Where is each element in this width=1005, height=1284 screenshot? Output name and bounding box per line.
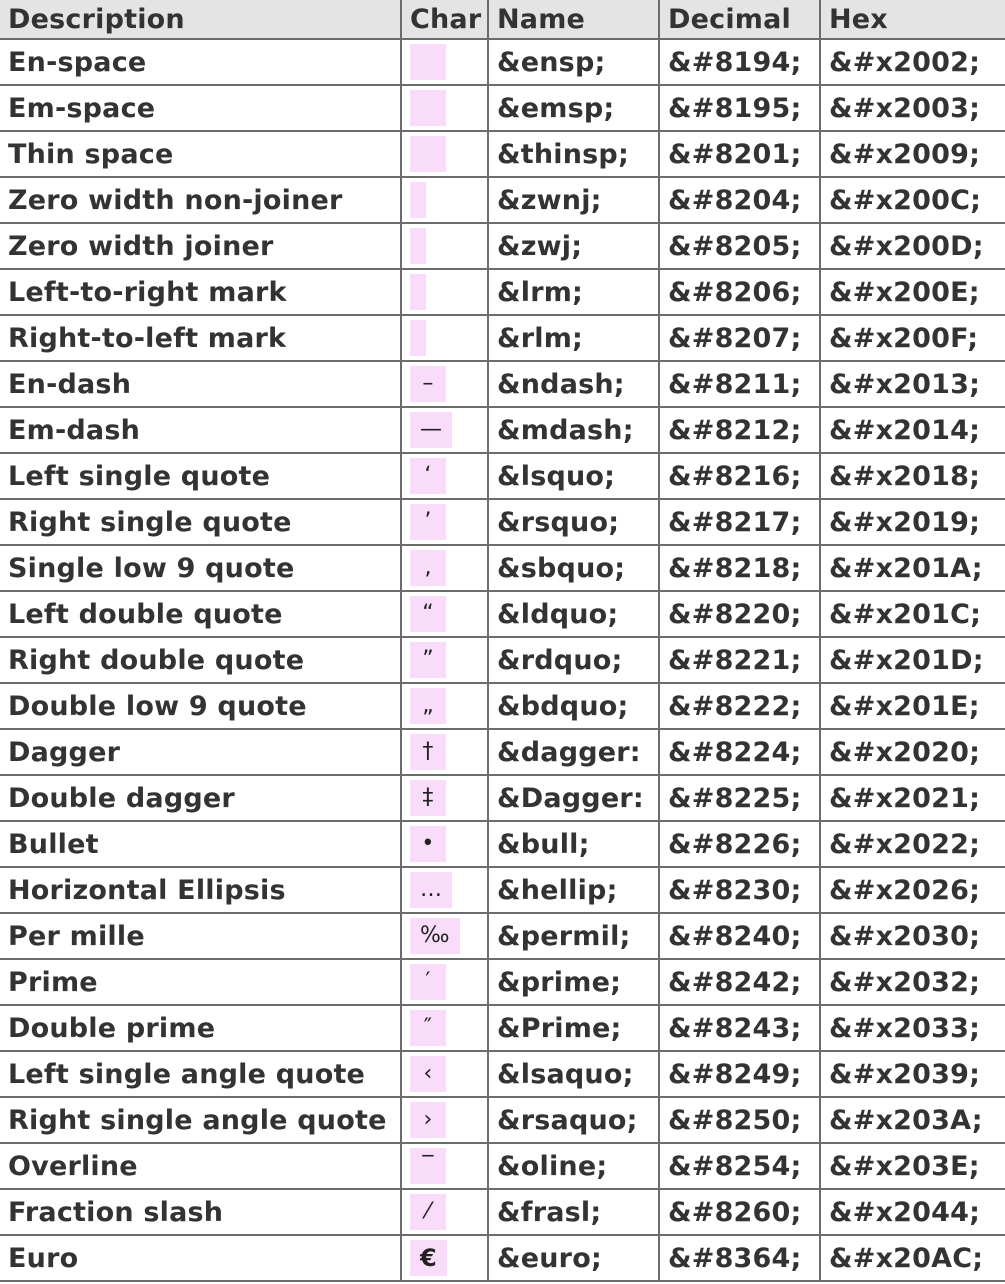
cell-entity-name: &lrm; [488, 269, 659, 315]
cell-char [401, 959, 488, 1005]
cell-hex: &#x2022; [820, 821, 1005, 867]
cell-description: Right-to-left mark [0, 315, 401, 361]
cell-char [401, 131, 488, 177]
cell-hex: &#x20AC; [820, 1235, 1005, 1281]
table-row [0, 775, 1005, 821]
cell-description: Overline [0, 1143, 401, 1189]
cell-hex: &#x2002; [820, 39, 1005, 85]
cell-description: Single low 9 quote [0, 545, 401, 591]
cell-description: Horizontal Ellipsis [0, 867, 401, 913]
char-glyph: ” [410, 642, 446, 678]
cell-entity-name: &zwnj; [488, 177, 659, 223]
cell-decimal: &#8201; [659, 131, 820, 177]
header-row [0, 0, 1005, 39]
table-row [0, 959, 1005, 1005]
cell-decimal: &#8216; [659, 453, 820, 499]
cell-entity-name: &lsquo; [488, 453, 659, 499]
cell-char [401, 591, 488, 637]
cell-entity-name: &ndash; [488, 361, 659, 407]
table-row [0, 1005, 1005, 1051]
cell-decimal: &#8194; [659, 39, 820, 85]
cell-hex: &#x200D; [820, 223, 1005, 269]
cell-entity-name: &euro; [488, 1235, 659, 1281]
table-header [0, 0, 1005, 39]
cell-description: Zero width non-joiner [0, 177, 401, 223]
cell-description: Em-dash [0, 407, 401, 453]
cell-hex: &#x2019; [820, 499, 1005, 545]
cell-description: Zero width joiner [0, 223, 401, 269]
table-row [0, 361, 1005, 407]
cell-decimal: &#8218; [659, 545, 820, 591]
cell-char [401, 315, 488, 361]
cell-decimal: &#8220; [659, 591, 820, 637]
cell-hex: &#x2014; [820, 407, 1005, 453]
cell-char [401, 223, 488, 269]
cell-hex: &#x2009; [820, 131, 1005, 177]
cell-char [401, 1097, 488, 1143]
cell-hex: &#x201C; [820, 591, 1005, 637]
cell-char [401, 269, 488, 315]
table-row [0, 1189, 1005, 1235]
cell-decimal: &#8250; [659, 1097, 820, 1143]
char-glyph [410, 320, 426, 356]
table-row [0, 1051, 1005, 1097]
cell-char [401, 85, 488, 131]
table-row [0, 913, 1005, 959]
char-glyph: ‾ [410, 1148, 446, 1184]
cell-description: Dagger [0, 729, 401, 775]
cell-decimal: &#8222; [659, 683, 820, 729]
char-glyph: ‡ [410, 780, 446, 816]
char-glyph: „ [410, 688, 446, 724]
cell-char [401, 545, 488, 591]
cell-entity-name: &rsquo; [488, 499, 659, 545]
char-glyph: “ [410, 596, 446, 632]
cell-entity-name: &thinsp; [488, 131, 659, 177]
cell-entity-name: &rlm; [488, 315, 659, 361]
table-row [0, 223, 1005, 269]
cell-description: Bullet [0, 821, 401, 867]
char-glyph: ‚ [410, 550, 446, 586]
cell-description: Double low 9 quote [0, 683, 401, 729]
cell-entity-name: &bdquo; [488, 683, 659, 729]
cell-hex: &#x201E; [820, 683, 1005, 729]
cell-decimal: &#8204; [659, 177, 820, 223]
header-decimal: Decimal [659, 0, 820, 39]
cell-hex: &#x2030; [820, 913, 1005, 959]
cell-char [401, 913, 488, 959]
cell-char [401, 637, 488, 683]
cell-description: Double prime [0, 1005, 401, 1051]
char-glyph: ‰ [410, 918, 460, 954]
cell-char [401, 177, 488, 223]
cell-decimal: &#8254; [659, 1143, 820, 1189]
cell-entity-name: &frasl; [488, 1189, 659, 1235]
cell-description: Left-to-right mark [0, 269, 401, 315]
cell-description: Euro [0, 1235, 401, 1281]
cell-description: Right double quote [0, 637, 401, 683]
cell-hex: &#x2021; [820, 775, 1005, 821]
char-glyph [410, 136, 446, 172]
table-row [0, 821, 1005, 867]
cell-decimal: &#8224; [659, 729, 820, 775]
cell-hex: &#x203E; [820, 1143, 1005, 1189]
header-char: Char [401, 0, 488, 39]
table-row [0, 683, 1005, 729]
table-row [0, 637, 1005, 683]
cell-hex: &#x200C; [820, 177, 1005, 223]
cell-char [401, 1005, 488, 1051]
cell-char [401, 775, 488, 821]
char-glyph [410, 228, 426, 264]
cell-hex: &#x2018; [820, 453, 1005, 499]
cell-entity-name: &Dagger: [488, 775, 659, 821]
table-row [0, 85, 1005, 131]
char-glyph [410, 90, 446, 126]
cell-hex: &#x200F; [820, 315, 1005, 361]
cell-entity-name: &prime; [488, 959, 659, 1005]
cell-entity-name: &permil; [488, 913, 659, 959]
cell-decimal: &#8221; [659, 637, 820, 683]
cell-decimal: &#8226; [659, 821, 820, 867]
cell-decimal: &#8230; [659, 867, 820, 913]
cell-char [401, 821, 488, 867]
cell-hex: &#x2003; [820, 85, 1005, 131]
cell-decimal: &#8364; [659, 1235, 820, 1281]
cell-description: En-space [0, 39, 401, 85]
char-glyph: — [410, 412, 452, 448]
char-glyph: … [410, 872, 452, 908]
cell-char [401, 1235, 488, 1281]
cell-char [401, 453, 488, 499]
cell-hex: &#x201D; [820, 637, 1005, 683]
cell-description: Left single quote [0, 453, 401, 499]
cell-entity-name: &emsp; [488, 85, 659, 131]
cell-description: Thin space [0, 131, 401, 177]
cell-entity-name: &ldquo; [488, 591, 659, 637]
cell-entity-name: &Prime; [488, 1005, 659, 1051]
cell-description: Left double quote [0, 591, 401, 637]
char-glyph: € [410, 1240, 447, 1276]
cell-entity-name: &sbquo; [488, 545, 659, 591]
table-row [0, 1235, 1005, 1281]
char-glyph: – [410, 366, 446, 402]
char-glyph: ‹ [410, 1056, 446, 1092]
table-row [0, 1143, 1005, 1189]
char-glyph: ’ [410, 504, 446, 540]
cell-description: Right single angle quote [0, 1097, 401, 1143]
cell-hex: &#x2032; [820, 959, 1005, 1005]
cell-decimal: &#8242; [659, 959, 820, 1005]
char-glyph: • [410, 826, 446, 862]
cell-char [401, 1143, 488, 1189]
cell-entity-name: &hellip; [488, 867, 659, 913]
char-glyph: › [410, 1102, 446, 1138]
cell-entity-name: &rdquo; [488, 637, 659, 683]
cell-char [401, 499, 488, 545]
cell-decimal: &#8207; [659, 315, 820, 361]
cell-description: Right single quote [0, 499, 401, 545]
cell-char [401, 361, 488, 407]
cell-char [401, 1189, 488, 1235]
cell-entity-name: &lsaquo; [488, 1051, 659, 1097]
char-glyph [410, 182, 426, 218]
cell-entity-name: &rsaquo; [488, 1097, 659, 1143]
table-row [0, 315, 1005, 361]
cell-entity-name: &dagger: [488, 729, 659, 775]
cell-description: Fraction slash [0, 1189, 401, 1235]
cell-hex: &#x2044; [820, 1189, 1005, 1235]
cell-entity-name: &zwj; [488, 223, 659, 269]
cell-char [401, 729, 488, 775]
char-glyph [410, 44, 446, 80]
cell-decimal: &#8211; [659, 361, 820, 407]
table-row [0, 1097, 1005, 1143]
cell-description: Left single angle quote [0, 1051, 401, 1097]
cell-hex: &#x203A; [820, 1097, 1005, 1143]
cell-description: Double dagger [0, 775, 401, 821]
header-name: Name [488, 0, 659, 39]
char-glyph: † [410, 734, 446, 770]
cell-decimal: &#8249; [659, 1051, 820, 1097]
char-glyph: ‘ [410, 458, 446, 494]
cell-decimal: &#8225; [659, 775, 820, 821]
table-row [0, 591, 1005, 637]
table-row [0, 177, 1005, 223]
header-hex: Hex [820, 0, 1005, 39]
table-row [0, 545, 1005, 591]
cell-entity-name: &oline; [488, 1143, 659, 1189]
table-row [0, 131, 1005, 177]
cell-char [401, 683, 488, 729]
table-row [0, 407, 1005, 453]
cell-hex: &#x2033; [820, 1005, 1005, 1051]
cell-entity-name: &mdash; [488, 407, 659, 453]
cell-decimal: &#8260; [659, 1189, 820, 1235]
table-row [0, 453, 1005, 499]
char-glyph [410, 274, 426, 310]
table-row [0, 269, 1005, 315]
char-glyph: ′ [410, 964, 446, 1000]
table-row [0, 39, 1005, 85]
char-glyph: ″ [410, 1010, 446, 1046]
cell-char [401, 1051, 488, 1097]
cell-decimal: &#8243; [659, 1005, 820, 1051]
cell-description: Em-space [0, 85, 401, 131]
table-row [0, 499, 1005, 545]
cell-char [401, 39, 488, 85]
cell-hex: &#x2039; [820, 1051, 1005, 1097]
cell-entity-name: &ensp; [488, 39, 659, 85]
cell-char [401, 407, 488, 453]
cell-decimal: &#8217; [659, 499, 820, 545]
cell-decimal: &#8205; [659, 223, 820, 269]
cell-decimal: &#8212; [659, 407, 820, 453]
cell-decimal: &#8195; [659, 85, 820, 131]
cell-hex: &#x201A; [820, 545, 1005, 591]
table-body [0, 39, 1005, 1281]
cell-hex: &#x2013; [820, 361, 1005, 407]
cell-hex: &#x2020; [820, 729, 1005, 775]
table-row [0, 867, 1005, 913]
header-description: Description [0, 0, 401, 39]
cell-hex: &#x2026; [820, 867, 1005, 913]
cell-description: Per mille [0, 913, 401, 959]
table-row [0, 729, 1005, 775]
cell-entity-name: &bull; [488, 821, 659, 867]
cell-hex: &#x200E; [820, 269, 1005, 315]
char-glyph: ⁄ [410, 1194, 446, 1230]
cell-description: Prime [0, 959, 401, 1005]
cell-decimal: &#8206; [659, 269, 820, 315]
cell-description: En-dash [0, 361, 401, 407]
cell-char [401, 867, 488, 913]
cell-decimal: &#8240; [659, 913, 820, 959]
